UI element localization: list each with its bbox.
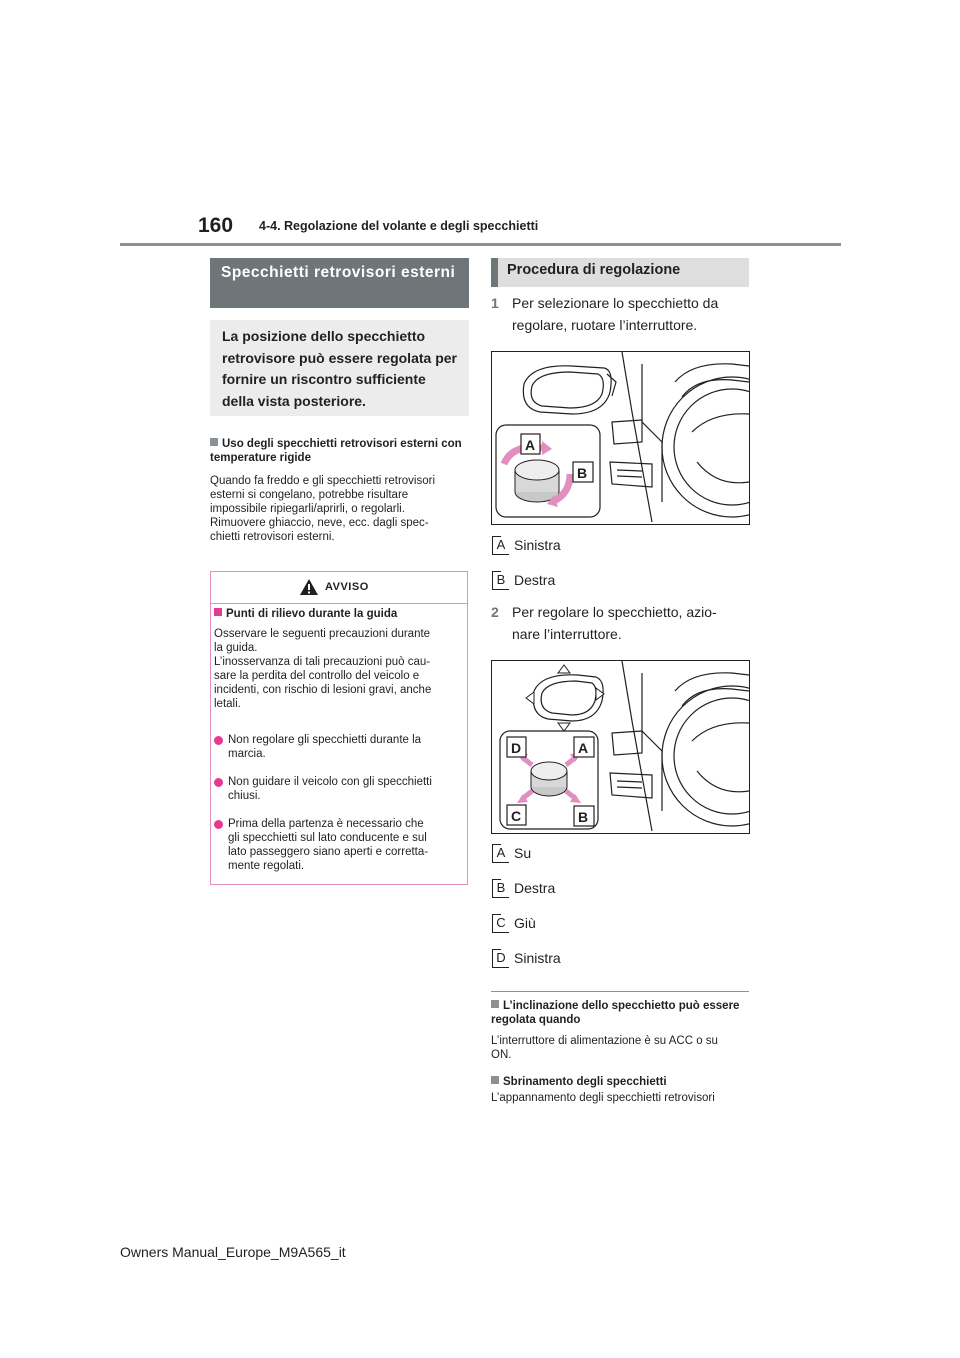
step-text: Per selezionare lo specchietto da regolare, ruotare l’interruttore. [512, 295, 719, 333]
svg-text:A: A [525, 437, 536, 453]
tilt-heading [491, 999, 753, 1027]
header-rule [120, 243, 841, 246]
warning-item [214, 733, 460, 761]
intro-box: La posizione dello specchietto retrovisore può essere regolata per fornire un riscontro sufficiente della vista posteriore. [210, 320, 469, 416]
tilt-body: L’interruttore di alimentazione è su ACC o su ON. [491, 1035, 718, 1061]
mirror-switch-rotate-illustration [491, 351, 750, 525]
square-bullet-icon [491, 1000, 499, 1008]
bullet-icon [214, 820, 223, 829]
warning-item [214, 817, 460, 873]
warning-item [214, 775, 460, 803]
warning-box [210, 571, 468, 885]
cold-weather-heading [210, 437, 470, 465]
mirror-switch-direction-illustration [491, 660, 750, 834]
svg-text:B: B [578, 809, 589, 825]
section-divider [491, 991, 749, 992]
tilt-heading-text: L’inclinazione dello specchietto può essere regolata quando [491, 1000, 740, 1026]
section-title-right: Procedura di regolazione [491, 258, 749, 287]
square-bullet-icon [214, 608, 222, 616]
footer-text: Owners Manual_Europe_M9A565_it [120, 1244, 346, 1260]
label-key: B [492, 571, 509, 590]
svg-text:B: B [577, 465, 588, 481]
square-bullet-icon [210, 438, 218, 446]
warning-title: AVVISO [325, 581, 369, 593]
defrost-body: L’appannamento degli specchietti retrovisori [491, 1092, 715, 1104]
section-title-left: Specchietti retrovisori esterni [210, 258, 469, 308]
defrost-heading [491, 1075, 753, 1089]
step-number: 1 [491, 295, 499, 311]
defrost-heading-text: Sbrinamento degli specchietti [503, 1076, 667, 1088]
warning-item-text: Prima della partenza è necessario che gli specchietti sul lato conducente e sul lato passeggero siano aperti e corretta- mente regolati. [228, 818, 429, 872]
label-text: Su [514, 845, 532, 861]
step-2 [491, 601, 751, 645]
warning-item-text: Non regolare gli specchietti durante la marcia. [228, 734, 422, 760]
label-key: C [492, 914, 509, 933]
warning-item-text: Non guidare il veicolo con gli specchietti chiusi. [228, 776, 432, 802]
label-key: A [492, 844, 509, 863]
warning-heading-text: Punti di rilievo durante la guida [226, 608, 398, 620]
label-text: Destra [514, 880, 556, 896]
cold-weather-heading-text: Uso degli specchietti retrovisori esterni con temperature rigide [210, 438, 462, 464]
label-text: Giù [514, 915, 536, 931]
warning-body: Osservare le seguenti precauzioni durante la guida. L’inosservanza di tali precauzioni può cau- sare la perdita del controllo del veicolo e incidenti, con rischio di lesioni gravi, anche letali. [214, 628, 432, 710]
warning-heading [214, 607, 464, 621]
bullet-icon [214, 736, 223, 745]
label-key: B [492, 879, 509, 898]
step-number: 2 [491, 604, 499, 620]
svg-text:A: A [578, 740, 589, 756]
warning-triangle-icon [299, 578, 319, 596]
page-number: 160 [198, 214, 234, 237]
bullet-icon [214, 778, 223, 787]
label-key: A [492, 536, 509, 555]
step-text: Per regolare lo specchietto, azio- nare l’interruttore. [512, 604, 717, 642]
label-text: Sinistra [514, 537, 561, 553]
label-text: Destra [514, 572, 556, 588]
svg-text:D: D [511, 740, 522, 756]
label-text: Sinistra [514, 950, 561, 966]
label-key: D [492, 949, 509, 968]
warning-title-row [211, 572, 467, 604]
step-1 [491, 292, 751, 336]
svg-text:C: C [511, 808, 522, 824]
cold-weather-body: Quando fa freddo e gli specchietti retrovisori esterni si congelano, potrebbe risultare impossibile ripiegarli/aprirli, o regolarli. Rimuovere ghiaccio, neve, ecc. dagli spec- chietti retrovisori esterni. [210, 475, 436, 543]
square-bullet-icon [491, 1076, 499, 1084]
chapter-title: 4-4. Regolazione del volante e degli specchietti [259, 219, 539, 233]
